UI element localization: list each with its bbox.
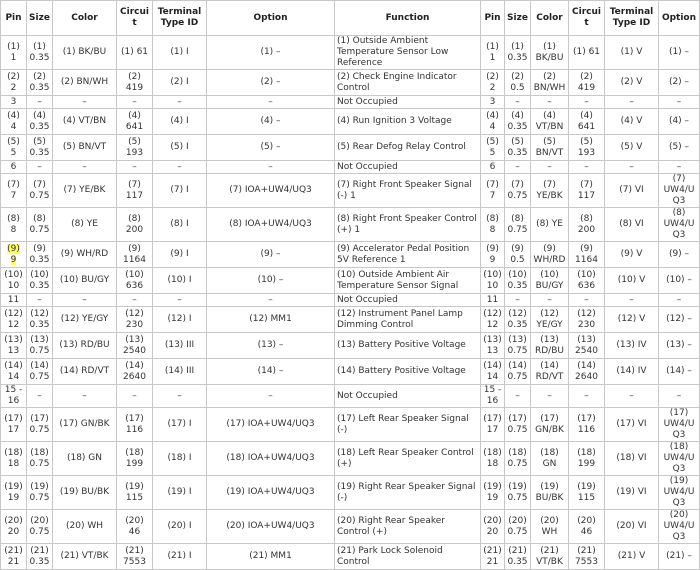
cell-size-2: (19) 0.75 xyxy=(505,476,531,510)
cell-terminal-type-id-2: (2) V xyxy=(605,70,659,96)
cell-size: (7) 0.75 xyxy=(27,174,53,208)
cell-size-2: (4) 0.35 xyxy=(505,109,531,135)
cell-option: – xyxy=(207,385,335,408)
cell-color: (18) GN xyxy=(53,442,117,476)
cell-terminal-type-id: (20) I xyxy=(153,510,207,544)
cell-size-2: (14) 0.75 xyxy=(505,359,531,385)
cell-terminal-type-id: (7) I xyxy=(153,174,207,208)
cell-circuit-2: (8) 200 xyxy=(569,208,605,242)
cell-option-2: – xyxy=(659,96,700,109)
cell-terminal-type-id: – xyxy=(153,161,207,174)
cell-option-2: (13) – xyxy=(659,333,700,359)
cell-pin-2: (7) 7 xyxy=(481,174,505,208)
cell-option: (9) – xyxy=(207,242,335,268)
highlighted-pin-text: (9) 9 xyxy=(7,243,20,265)
cell-circuit: (5) 193 xyxy=(117,135,153,161)
table-row xyxy=(1,161,700,174)
header-option: Option xyxy=(207,1,335,36)
cell-terminal-type-id-2: – xyxy=(605,161,659,174)
cell-terminal-type-id-2: (18) VI xyxy=(605,442,659,476)
cell-pin: 11 xyxy=(1,294,27,307)
cell-pin-2: 15 - 16 xyxy=(481,385,505,408)
cell-pin: (18) 18 xyxy=(1,442,27,476)
cell-size-2: – xyxy=(505,294,531,307)
cell-terminal-type-id-2: (20) VI xyxy=(605,510,659,544)
cell-function: Not Occupied xyxy=(335,294,481,307)
cell-color-2: – xyxy=(531,385,569,408)
cell-option-2: (2) – xyxy=(659,70,700,96)
cell-color: (9) WH/RD xyxy=(53,242,117,268)
cell-color: (17) GN/BK xyxy=(53,408,117,442)
cell-circuit-2: (20) 46 xyxy=(569,510,605,544)
cell-pin: (13) 13 xyxy=(1,333,27,359)
cell-pin-2: (9) 9 xyxy=(481,242,505,268)
cell-color: – xyxy=(53,96,117,109)
cell-option: (18) IOA+UW4/UQ3 xyxy=(207,442,335,476)
header-color-2: Color xyxy=(531,1,569,36)
cell-terminal-type-id: – xyxy=(153,385,207,408)
cell-circuit: (10) 636 xyxy=(117,268,153,294)
table-row xyxy=(1,476,700,510)
cell-size: (9) 0.35 xyxy=(27,242,53,268)
cell-terminal-type-id-2: (8) VI xyxy=(605,208,659,242)
header-terminal-type-id: Terminal Type ID xyxy=(153,1,207,36)
table-row xyxy=(1,135,700,161)
cell-size-2: (18) 0.75 xyxy=(505,442,531,476)
cell-circuit: (7) 117 xyxy=(117,174,153,208)
cell-color: (5) BN/VT xyxy=(53,135,117,161)
cell-color-2: (19) BU/BK xyxy=(531,476,569,510)
cell-option: (20) IOA+UW4/UQ3 xyxy=(207,510,335,544)
cell-option-2: (10) – xyxy=(659,268,700,294)
cell-circuit: (12) 230 xyxy=(117,307,153,333)
cell-function: (8) Right Front Speaker Control (+) 1 xyxy=(335,208,481,242)
table-row xyxy=(1,442,700,476)
cell-color-2: (1) BK/BU xyxy=(531,36,569,70)
cell-option-2: (14) – xyxy=(659,359,700,385)
cell-color: (10) BU/GY xyxy=(53,268,117,294)
cell-color: (21) VT/BK xyxy=(53,544,117,570)
header-pin: Pin xyxy=(1,1,27,36)
cell-terminal-type-id: – xyxy=(153,96,207,109)
cell-size-2: (17) 0.75 xyxy=(505,408,531,442)
cell-color: – xyxy=(53,294,117,307)
cell-option: (21) MM1 xyxy=(207,544,335,570)
cell-option: – xyxy=(207,294,335,307)
cell-color-2: (13) RD/BU xyxy=(531,333,569,359)
cell-pin-2: (2) 2 xyxy=(481,70,505,96)
cell-pin: (19) 19 xyxy=(1,476,27,510)
cell-option: (17) IOA+UW4/UQ3 xyxy=(207,408,335,442)
cell-circuit: (14) 2640 xyxy=(117,359,153,385)
cell-function: Not Occupied xyxy=(335,161,481,174)
cell-terminal-type-id-2: (1) V xyxy=(605,36,659,70)
cell-terminal-type-id-2: (10) V xyxy=(605,268,659,294)
cell-option: (1) – xyxy=(207,36,335,70)
cell-pin-2: (10) 10 xyxy=(481,268,505,294)
cell-terminal-type-id: (2) I xyxy=(153,70,207,96)
cell-terminal-type-id: (13) III xyxy=(153,333,207,359)
header-row xyxy=(1,1,700,36)
cell-size: – xyxy=(27,385,53,408)
cell-size: (12) 0.35 xyxy=(27,307,53,333)
cell-size: (17) 0.75 xyxy=(27,408,53,442)
cell-color-2: (17) GN/BK xyxy=(531,408,569,442)
cell-function: (9) Accelerator Pedal Position 5V Reference 1 xyxy=(335,242,481,268)
table-row xyxy=(1,510,700,544)
cell-pin-2: (13) 13 xyxy=(481,333,505,359)
cell-circuit-2: – xyxy=(569,385,605,408)
cell-terminal-type-id-2: – xyxy=(605,294,659,307)
cell-pin-2: (8) 8 xyxy=(481,208,505,242)
cell-option: (8) IOA+UW4/UQ3 xyxy=(207,208,335,242)
cell-size: (4) 0.35 xyxy=(27,109,53,135)
table-row xyxy=(1,96,700,109)
cell-terminal-type-id: (19) I xyxy=(153,476,207,510)
cell-function: Not Occupied xyxy=(335,96,481,109)
cell-circuit: (2) 419 xyxy=(117,70,153,96)
cell-option: (14) – xyxy=(207,359,335,385)
cell-size: (21) 0.35 xyxy=(27,544,53,570)
cell-pin-2: (12) 12 xyxy=(481,307,505,333)
cell-circuit: (18) 199 xyxy=(117,442,153,476)
cell-circuit-2: (21) 7553 xyxy=(569,544,605,570)
cell-pin: (5) 5 xyxy=(1,135,27,161)
cell-terminal-type-id: (8) I xyxy=(153,208,207,242)
cell-pin: (21) 21 xyxy=(1,544,27,570)
cell-size-2: (2) 0.5 xyxy=(505,70,531,96)
cell-terminal-type-id-2: (12) V xyxy=(605,307,659,333)
cell-option-2: (19) UW4/UQ3 xyxy=(659,476,700,510)
cell-color: (20) WH xyxy=(53,510,117,544)
cell-terminal-type-id-2: – xyxy=(605,385,659,408)
cell-size: – xyxy=(27,161,53,174)
cell-function: (14) Battery Positive Voltage xyxy=(335,359,481,385)
cell-circuit: (1) 61 xyxy=(117,36,153,70)
cell-function: (7) Right Front Speaker Signal (-) 1 xyxy=(335,174,481,208)
cell-function: (2) Check Engine Indicator Control xyxy=(335,70,481,96)
table-row xyxy=(1,408,700,442)
cell-size: (2) 0.35 xyxy=(27,70,53,96)
cell-color: – xyxy=(53,161,117,174)
cell-circuit-2: (14) 2640 xyxy=(569,359,605,385)
cell-pin: (1) 1 xyxy=(1,36,27,70)
cell-pin-2: 3 xyxy=(481,96,505,109)
cell-pin-2: (20) 20 xyxy=(481,510,505,544)
table-row xyxy=(1,268,700,294)
cell-color: (1) BK/BU xyxy=(53,36,117,70)
cell-function: (4) Run Ignition 3 Voltage xyxy=(335,109,481,135)
cell-pin-2: (1) 1 xyxy=(481,36,505,70)
header-terminal-type-id-2: Terminal Type ID xyxy=(605,1,659,36)
cell-circuit: – xyxy=(117,96,153,109)
cell-pin: 6 xyxy=(1,161,27,174)
table-row xyxy=(1,385,700,408)
cell-pin-2: (21) 21 xyxy=(481,544,505,570)
cell-terminal-type-id: (10) I xyxy=(153,268,207,294)
cell-pin: (7) 7 xyxy=(1,174,27,208)
cell-circuit: – xyxy=(117,161,153,174)
header-pin-2: Pin xyxy=(481,1,505,36)
cell-circuit-2: (9) 1164 xyxy=(569,242,605,268)
cell-option-2: (9) – xyxy=(659,242,700,268)
cell-size: – xyxy=(27,96,53,109)
cell-color: (7) YE/BK xyxy=(53,174,117,208)
cell-function: (18) Left Rear Speaker Control (+) xyxy=(335,442,481,476)
cell-color-2: (9) WH/RD xyxy=(531,242,569,268)
header-color: Color xyxy=(53,1,117,36)
cell-terminal-type-id: (4) I xyxy=(153,109,207,135)
cell-terminal-type-id-2: (14) IV xyxy=(605,359,659,385)
cell-color: (2) BN/WH xyxy=(53,70,117,96)
cell-option-2: (17) UW4/UQ3 xyxy=(659,408,700,442)
table-row xyxy=(1,307,700,333)
cell-size-2: – xyxy=(505,96,531,109)
cell-size-2: (8) 0.75 xyxy=(505,208,531,242)
cell-color: (14) RD/VT xyxy=(53,359,117,385)
cell-option: (12) MM1 xyxy=(207,307,335,333)
cell-circuit-2: – xyxy=(569,96,605,109)
cell-size: (5) 0.35 xyxy=(27,135,53,161)
cell-size: (10) 0.35 xyxy=(27,268,53,294)
cell-size-2: (20) 0.75 xyxy=(505,510,531,544)
cell-color-2: (12) YE/GY xyxy=(531,307,569,333)
cell-circuit-2: (13) 2540 xyxy=(569,333,605,359)
cell-terminal-type-id-2: (7) VI xyxy=(605,174,659,208)
cell-terminal-type-id-2: (5) V xyxy=(605,135,659,161)
cell-size: (18) 0.75 xyxy=(27,442,53,476)
cell-color-2: (2) BN/WH xyxy=(531,70,569,96)
cell-function: (19) Right Rear Speaker Signal (-) xyxy=(335,476,481,510)
table-row xyxy=(1,36,700,70)
cell-size-2: (10) 0.35 xyxy=(505,268,531,294)
cell-pin-2: (18) 18 xyxy=(481,442,505,476)
cell-terminal-type-id: (9) I xyxy=(153,242,207,268)
table-row xyxy=(1,294,700,307)
table-row xyxy=(1,208,700,242)
cell-circuit: (20) 46 xyxy=(117,510,153,544)
cell-color-2: – xyxy=(531,161,569,174)
cell-color: – xyxy=(53,385,117,408)
cell-terminal-type-id-2: (13) IV xyxy=(605,333,659,359)
cell-pin: 15 - 16 xyxy=(1,385,27,408)
cell-pin: (2) 2 xyxy=(1,70,27,96)
cell-circuit: (13) 2540 xyxy=(117,333,153,359)
cell-circuit: (9) 1164 xyxy=(117,242,153,268)
cell-option: (7) IOA+UW4/UQ3 xyxy=(207,174,335,208)
cell-pin-2: 11 xyxy=(481,294,505,307)
table-row xyxy=(1,359,700,385)
cell-option: (13) – xyxy=(207,333,335,359)
cell-size-2: (9) 0.5 xyxy=(505,242,531,268)
cell-terminal-type-id-2: – xyxy=(605,96,659,109)
cell-option: (4) – xyxy=(207,109,335,135)
cell-option: (19) IOA+UW4/UQ3 xyxy=(207,476,335,510)
cell-circuit-2: (5) 193 xyxy=(569,135,605,161)
cell-color-2: (18) GN xyxy=(531,442,569,476)
cell-circuit: (4) 641 xyxy=(117,109,153,135)
cell-option: (10) – xyxy=(207,268,335,294)
header-circuit-2: Circuit xyxy=(569,1,605,36)
cell-option-2: (18) UW4/UQ3 xyxy=(659,442,700,476)
cell-function: (21) Park Lock Solenoid Control xyxy=(335,544,481,570)
cell-function: (10) Outside Ambient Air Temperature Sensor Signal xyxy=(335,268,481,294)
cell-size: (13) 0.75 xyxy=(27,333,53,359)
cell-size-2: (21) 0.35 xyxy=(505,544,531,570)
cell-option-2: (1) – xyxy=(659,36,700,70)
header-option-2: Option xyxy=(659,1,700,36)
cell-size-2: (5) 0.35 xyxy=(505,135,531,161)
cell-function: (12) Instrument Panel Lamp Dimming Control xyxy=(335,307,481,333)
cell-circuit-2: (19) 115 xyxy=(569,476,605,510)
cell-circuit-2: (7) 117 xyxy=(569,174,605,208)
cell-option-2: (20) UW4/UQ3 xyxy=(659,510,700,544)
cell-option: (5) – xyxy=(207,135,335,161)
table-row xyxy=(1,544,700,570)
cell-pin: (8) 8 xyxy=(1,208,27,242)
cell-pin: (20) 20 xyxy=(1,510,27,544)
cell-option-2: (7) UW4/UQ3 xyxy=(659,174,700,208)
cell-color: (4) VT/BN xyxy=(53,109,117,135)
cell-size-2: – xyxy=(505,385,531,408)
cell-color: (8) YE xyxy=(53,208,117,242)
cell-pin-2: (17) 17 xyxy=(481,408,505,442)
cell-circuit-2: (2) 419 xyxy=(569,70,605,96)
cell-terminal-type-id: (12) I xyxy=(153,307,207,333)
cell-terminal-type-id-2: (19) VI xyxy=(605,476,659,510)
cell-terminal-type-id-2: (4) V xyxy=(605,109,659,135)
cell-circuit: (19) 115 xyxy=(117,476,153,510)
cell-option-2: – xyxy=(659,294,700,307)
cell-color-2: (4) VT/BN xyxy=(531,109,569,135)
cell-option-2: (8) UW4/UQ3 xyxy=(659,208,700,242)
header-function: Function xyxy=(335,1,481,36)
cell-terminal-type-id-2: (17) VI xyxy=(605,408,659,442)
cell-pin: (14) 14 xyxy=(1,359,27,385)
cell-terminal-type-id: (18) I xyxy=(153,442,207,476)
cell-size-2: – xyxy=(505,161,531,174)
cell-function: (5) Rear Defog Relay Control xyxy=(335,135,481,161)
cell-pin xyxy=(1,242,27,268)
cell-function: (20) Right Rear Speaker Control (+) xyxy=(335,510,481,544)
table-row xyxy=(1,242,700,268)
cell-terminal-type-id: (1) I xyxy=(153,36,207,70)
cell-function: (17) Left Rear Speaker Signal (-) xyxy=(335,408,481,442)
cell-terminal-type-id: – xyxy=(153,294,207,307)
cell-color-2: (10) BU/GY xyxy=(531,268,569,294)
table-row xyxy=(1,109,700,135)
cell-size-2: (1) 0.35 xyxy=(505,36,531,70)
cell-pin: 3 xyxy=(1,96,27,109)
cell-circuit-2: (10) 636 xyxy=(569,268,605,294)
cell-pin: (10) 10 xyxy=(1,268,27,294)
cell-circuit-2: (18) 199 xyxy=(569,442,605,476)
cell-terminal-type-id-2: (9) V xyxy=(605,242,659,268)
cell-circuit: (21) 7553 xyxy=(117,544,153,570)
cell-circuit-2: (4) 641 xyxy=(569,109,605,135)
cell-size: (19) 0.75 xyxy=(27,476,53,510)
header-size: Size xyxy=(27,1,53,36)
cell-color: (12) YE/GY xyxy=(53,307,117,333)
cell-pin-2: (19) 19 xyxy=(481,476,505,510)
cell-color-2: (20) WH xyxy=(531,510,569,544)
cell-size: (1) 0.35 xyxy=(27,36,53,70)
cell-terminal-type-id: (17) I xyxy=(153,408,207,442)
header-circuit: Circuit xyxy=(117,1,153,36)
cell-color-2: (14) RD/VT xyxy=(531,359,569,385)
cell-terminal-type-id: (14) III xyxy=(153,359,207,385)
cell-function: Not Occupied xyxy=(335,385,481,408)
cell-color-2: – xyxy=(531,96,569,109)
cell-pin-2: (5) 5 xyxy=(481,135,505,161)
cell-circuit: (8) 200 xyxy=(117,208,153,242)
cell-color-2: – xyxy=(531,294,569,307)
cell-color-2: (21) VT/BK xyxy=(531,544,569,570)
cell-pin: (12) 12 xyxy=(1,307,27,333)
cell-color-2: (5) BN/VT xyxy=(531,135,569,161)
cell-circuit: (17) 116 xyxy=(117,408,153,442)
cell-pin-2: (4) 4 xyxy=(481,109,505,135)
cell-size: (8) 0.75 xyxy=(27,208,53,242)
cell-circuit-2: – xyxy=(569,161,605,174)
cell-circuit-2: (17) 116 xyxy=(569,408,605,442)
cell-color: (19) BU/BK xyxy=(53,476,117,510)
table-body xyxy=(1,36,700,570)
cell-size: (20) 0.75 xyxy=(27,510,53,544)
cell-option-2: (21) – xyxy=(659,544,700,570)
cell-pin: (17) 17 xyxy=(1,408,27,442)
cell-option: (2) – xyxy=(207,70,335,96)
cell-color-2: (7) YE/BK xyxy=(531,174,569,208)
cell-option-2: (4) – xyxy=(659,109,700,135)
cell-terminal-type-id: (5) I xyxy=(153,135,207,161)
header-size-2: Size xyxy=(505,1,531,36)
cell-size-2: (13) 0.75 xyxy=(505,333,531,359)
cell-circuit-2: – xyxy=(569,294,605,307)
cell-circuit-2: (12) 230 xyxy=(569,307,605,333)
cell-size: (14) 0.75 xyxy=(27,359,53,385)
cell-option: – xyxy=(207,96,335,109)
cell-color: (13) RD/BU xyxy=(53,333,117,359)
cell-function: (1) Outside Ambient Temperature Sensor Low Reference xyxy=(335,36,481,70)
cell-option-2: (12) – xyxy=(659,307,700,333)
table-row xyxy=(1,70,700,96)
cell-option-2: – xyxy=(659,385,700,408)
table-row xyxy=(1,333,700,359)
cell-size-2: (12) 0.35 xyxy=(505,307,531,333)
cell-size-2: (7) 0.75 xyxy=(505,174,531,208)
cell-terminal-type-id-2: (21) V xyxy=(605,544,659,570)
cell-pin-2: 6 xyxy=(481,161,505,174)
cell-terminal-type-id: (21) I xyxy=(153,544,207,570)
cell-pin: (4) 4 xyxy=(1,109,27,135)
cell-size: – xyxy=(27,294,53,307)
cell-option-2: (5) – xyxy=(659,135,700,161)
cell-color-2: (8) YE xyxy=(531,208,569,242)
cell-circuit-2: (1) 61 xyxy=(569,36,605,70)
cell-option: – xyxy=(207,161,335,174)
cell-pin-2: (14) 14 xyxy=(481,359,505,385)
cell-circuit: – xyxy=(117,385,153,408)
cell-circuit: – xyxy=(117,294,153,307)
table-row xyxy=(1,174,700,208)
cell-option-2: – xyxy=(659,161,700,174)
cell-function: (13) Battery Positive Voltage xyxy=(335,333,481,359)
